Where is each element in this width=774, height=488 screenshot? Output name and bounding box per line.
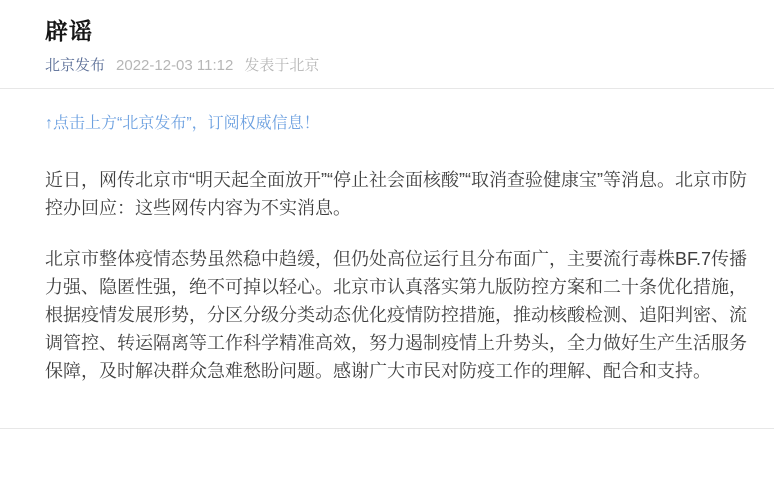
body-paragraph: 近日，网传北京市“明天起全面放开”“停止社会面核酸”“取消查验健康宝”等消息。北京市防控办回应：这些网传内容为不实消息。 xyxy=(45,170,747,218)
publish-time: 2022-12-03 11:12 xyxy=(116,57,234,74)
publish-location: 发表于北京 xyxy=(244,57,320,74)
header-divider xyxy=(0,88,774,89)
subscribe-cta-link[interactable]: ↑点击上方“北京发布”，订阅权威信息！ xyxy=(45,115,320,132)
article-page xyxy=(0,16,774,488)
article-title: 辟谣 xyxy=(45,18,93,44)
article-header xyxy=(0,16,774,75)
footer-divider xyxy=(0,428,774,429)
body-paragraph: 北京市整体疫情态势虽然稳中趋缓，但仍处高位运行且分布面广，主要流行毒株BF.7传播力强、隐匿性强，绝不可掉以轻心。北京市认真落实第九版防控方案和二十条优化措施，根据疫情发展形势，分区分级分类动态优化疫情防控措施，推动核酸检测、追阳判密、流调管控、转运隔离等工作科学精准高效，努力遏制疫情上升势头，全力做好生产生活服务保障，及时解决群众急难愁盼问题。感谢广大市民对防疫工作的理解、配合和支持。 xyxy=(45,249,748,381)
article-body xyxy=(0,113,774,385)
article-meta xyxy=(45,57,747,75)
account-name-link[interactable]: 北京发布 xyxy=(45,57,106,74)
